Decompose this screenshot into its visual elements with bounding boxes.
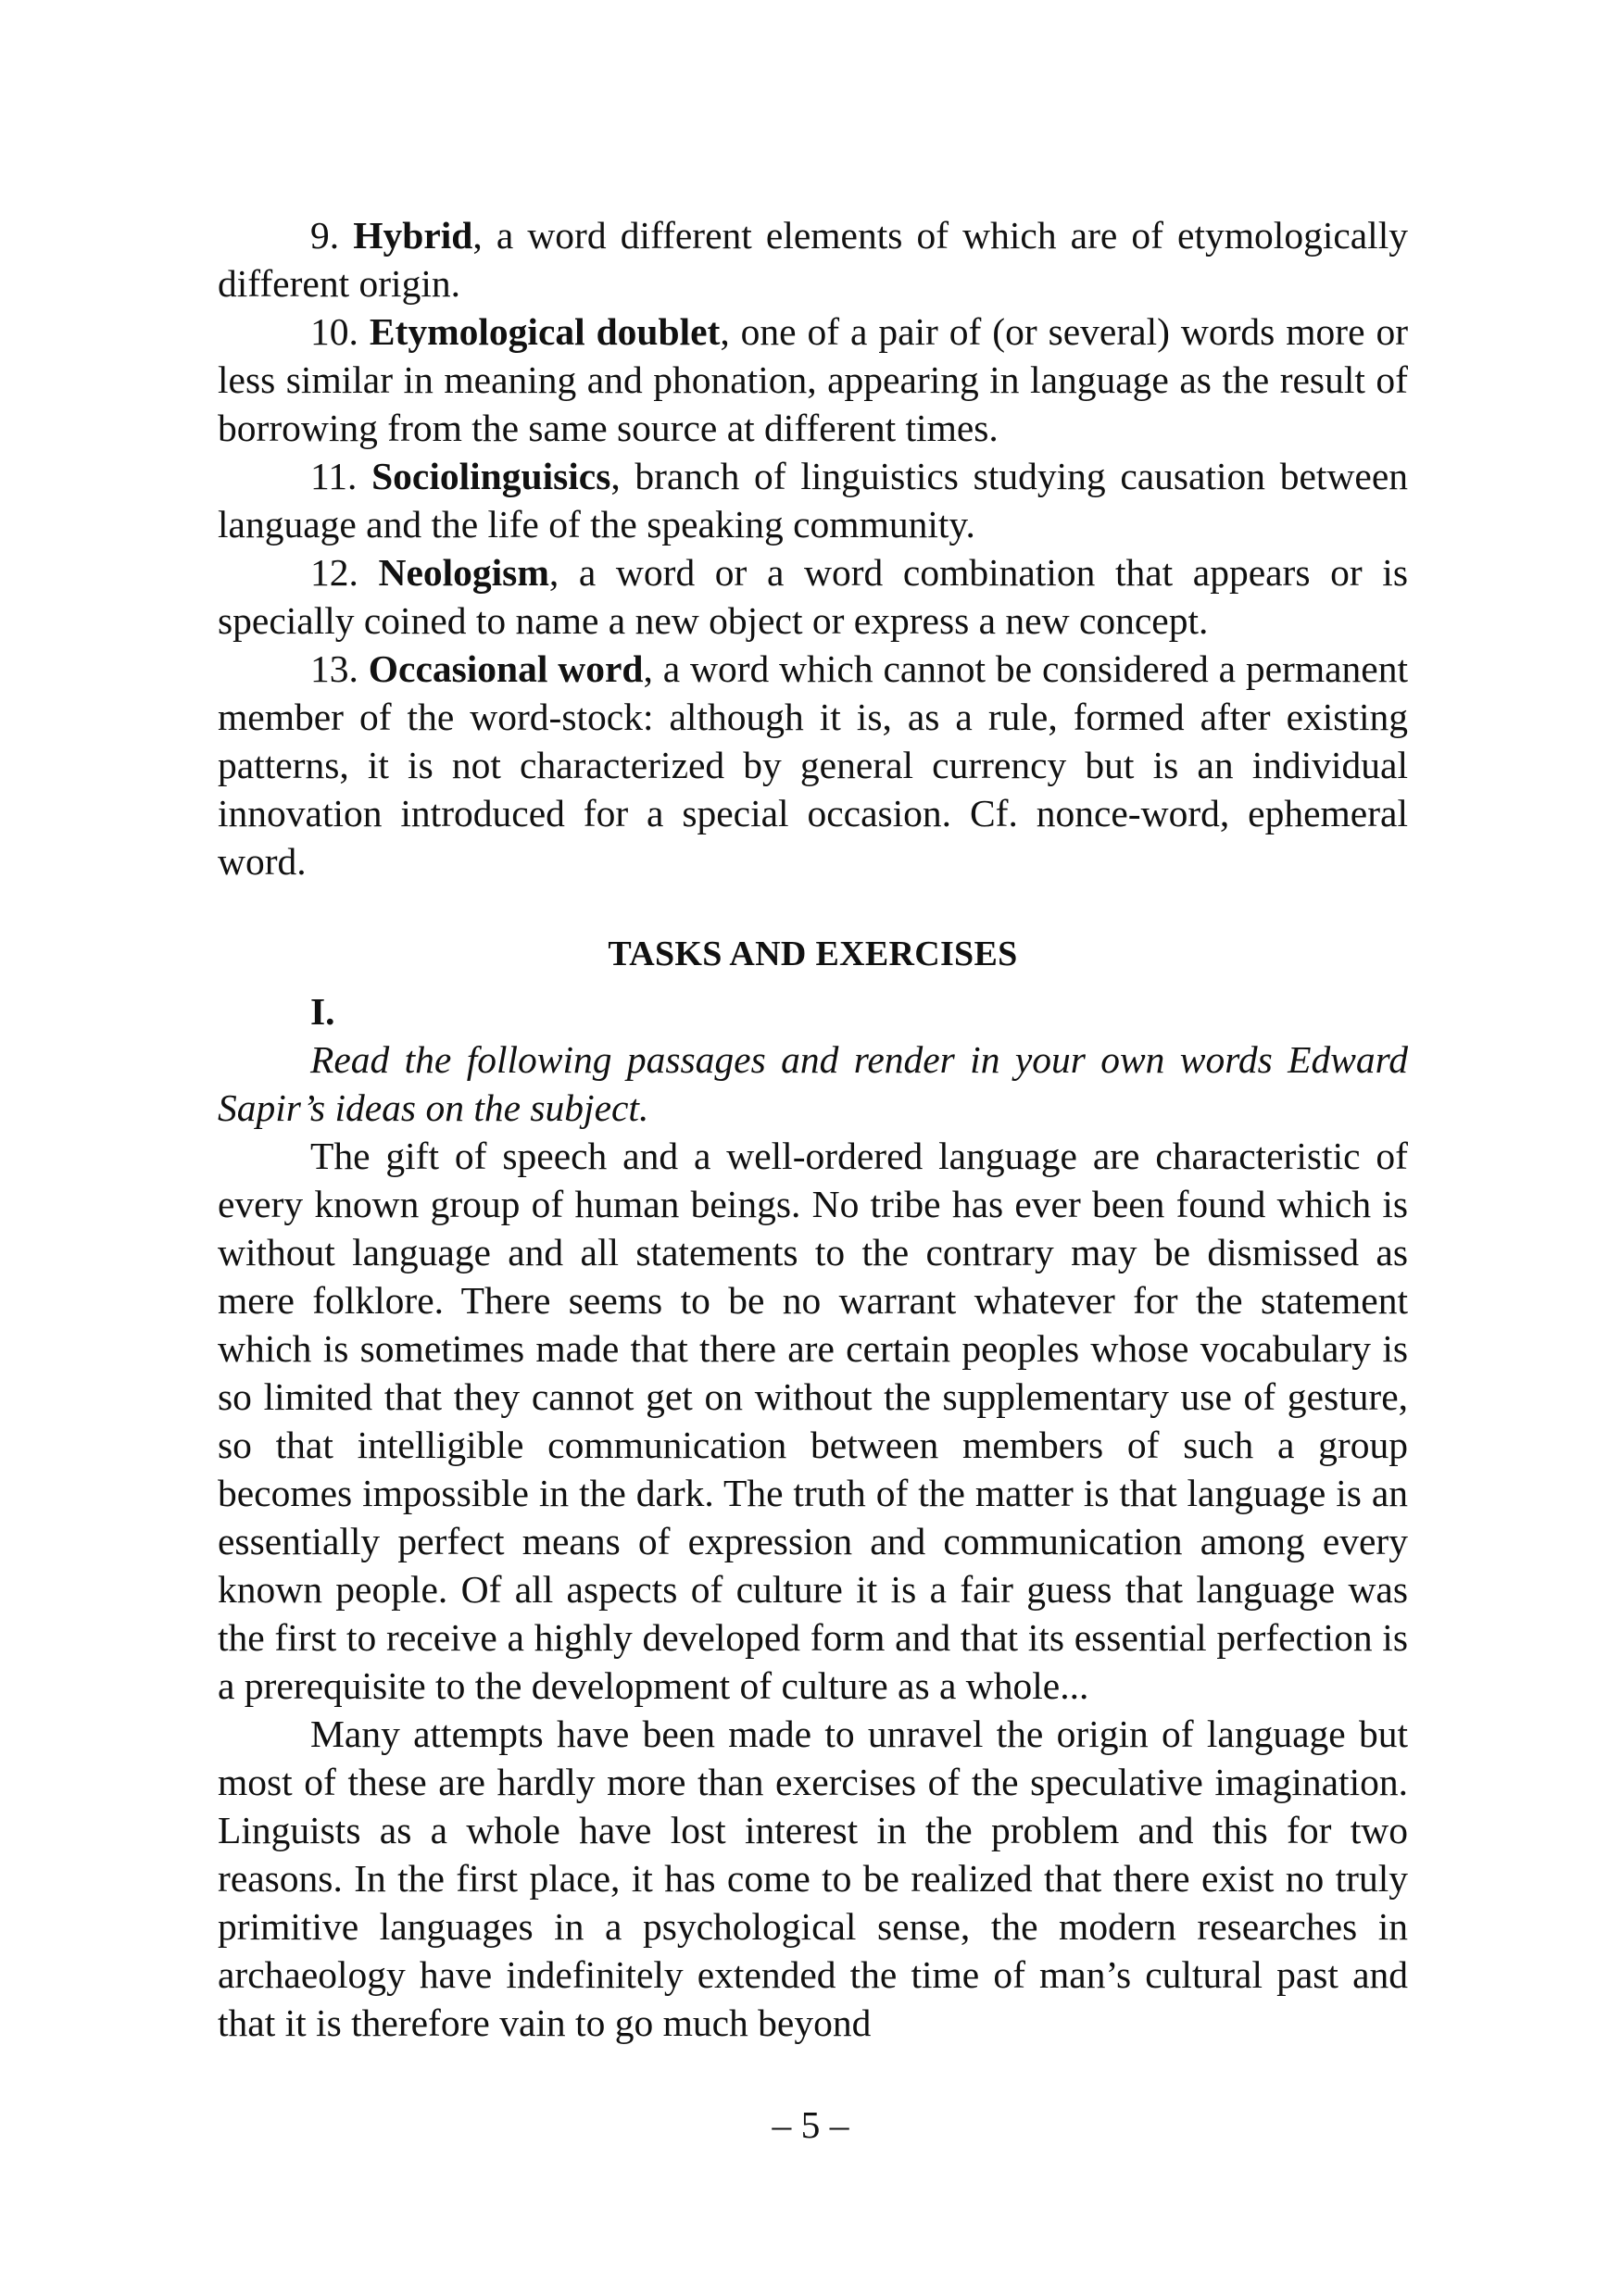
glossary-definition: , one of a pair of (or several) words more or less similar in meaning and phonation, appearing in language as the result of borrowing from the same source at different times.	[218, 310, 1409, 449]
glossary-term: Neologism	[378, 551, 549, 594]
glossary-entry-12	[218, 548, 1408, 645]
glossary-definition: , a word which cannot be considered a permanent member of the word-stock: although it is, as a rule, formed after existing patterns, it is not characterized by general currency but is an individual innovation introduced for a special occasion. Cf. nonce-word, ephemeral word.	[218, 647, 1408, 883]
entry-number: 9.	[310, 214, 340, 257]
glossary-list	[218, 211, 1408, 885]
glossary-entry-10	[218, 307, 1408, 452]
exercise-instruction: Read the following passages and render in your own words Edward Sapir’s ideas on the subject.	[218, 1038, 1408, 1129]
entry-number: 13.	[310, 647, 358, 690]
glossary-term: Sociolinguisics	[371, 455, 611, 497]
passage-paragraph-1: The gift of speech and a well-ordered language are characteristic of every known group of human beings. No tribe has ever been found which is without language and all statements to the contrary may be dismissed as mere folklore. There seems to be no warrant whatever for the statement which is sometimes made that there are certain peoples whose vocabulary is so limited that they cannot get on without the supplementary use of gesture, so that intelligible communication between members of such a group becomes impossible in the dark. The truth of the matter is that language is an essentially perfect means of expression and communication among every known people. Of all aspects of culture it is a fair guess that language was the first to receive a highly developed form and that its essential perfection is a prerequisite to the development of culture as a whole...	[218, 1135, 1408, 1707]
glossary-definition: , a word different elements of which are of etymologically different origin.	[218, 214, 1408, 305]
passage-paragraph-2: Many attempts have been made to unravel the origin of language but most of these are hardly more than exercises of the speculative imagination. Linguists as a whole have lost interest in the problem and this for two reasons. In the first place, it has come to be realized that there exist no truly primitive languages in a psychological sense, the modern researches in archaeology have indefinitely extended the time of man’s cultural past and that it is therefore vain to go much beyond	[218, 1713, 1408, 2044]
glossary-entry-13	[218, 645, 1408, 885]
glossary-entry-11	[218, 452, 1408, 548]
entry-number: 10.	[310, 310, 358, 353]
glossary-definition: , branch of linguistics studying causation between language and the life of the speaking community.	[218, 455, 1409, 546]
section-heading: TASKS AND EXERCISES	[608, 935, 1018, 973]
glossary-term: Occasional word	[368, 647, 644, 690]
glossary-entry-9	[218, 211, 1408, 307]
glossary-term: Etymological doublet	[369, 310, 721, 353]
entry-number: 12.	[310, 551, 358, 594]
glossary-term: Hybrid	[353, 214, 473, 257]
page-number: – 5 –	[772, 2103, 849, 2146]
exercise-number: I.	[310, 990, 335, 1033]
page-body	[218, 211, 1408, 2047]
entry-number: 11.	[310, 455, 358, 497]
glossary-definition: , a word or a word combination that appears or is specially coined to name a new object or express a new concept.	[218, 551, 1408, 642]
